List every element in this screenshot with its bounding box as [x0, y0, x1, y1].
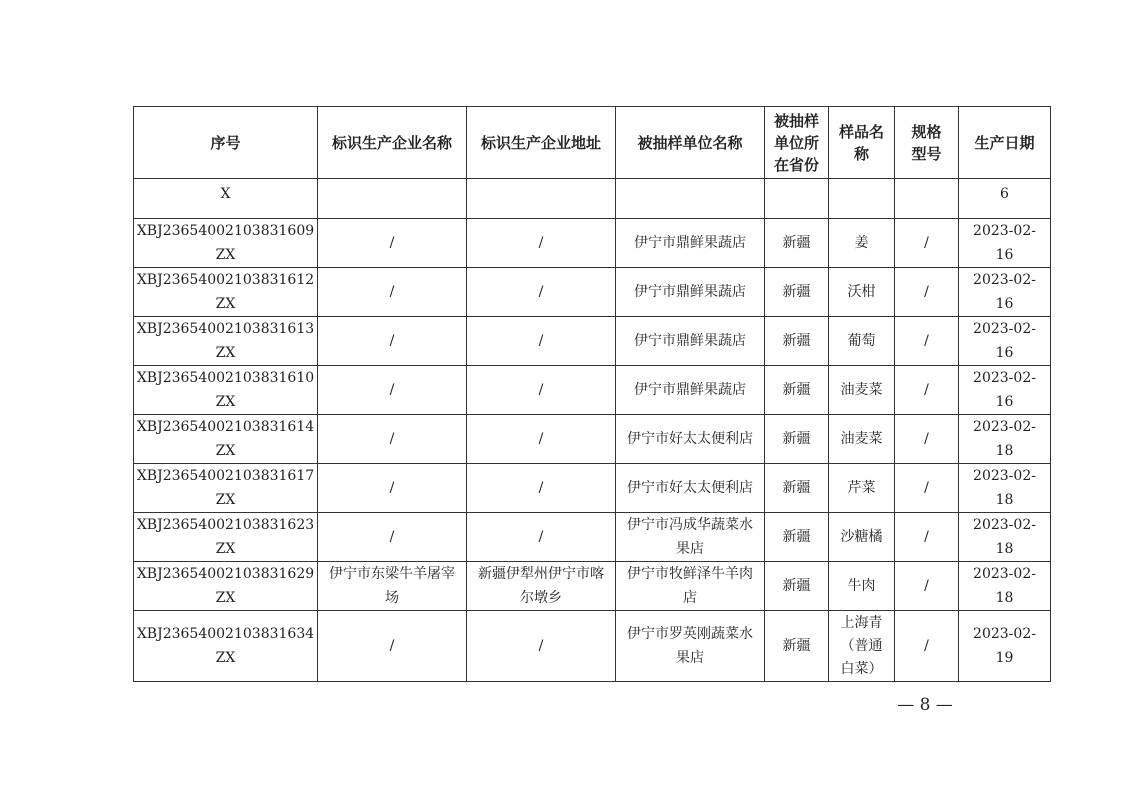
cell-producer: /: [318, 464, 467, 513]
cell-unit: [616, 179, 765, 219]
cell-producer: /: [318, 268, 467, 317]
cell-serial: XBJ23654002103831634ZX: [134, 611, 318, 682]
cell-unit: 伊宁市鼎鲜果蔬店: [616, 366, 765, 415]
cell-province: 新疆: [765, 415, 829, 464]
cell-producer: /: [318, 513, 467, 562]
cell-province: 新疆: [765, 219, 829, 268]
table-row: [134, 268, 1051, 317]
table-row: [134, 513, 1051, 562]
cell-spec: /: [895, 415, 959, 464]
cell-serial: XBJ23654002103831629ZX: [134, 562, 318, 611]
cell-address: /: [467, 415, 616, 464]
cell-date: 2023-02-18: [959, 464, 1051, 513]
cell-province: 新疆: [765, 317, 829, 366]
cell-producer: /: [318, 219, 467, 268]
cell-spec: /: [895, 366, 959, 415]
table-row: [134, 366, 1051, 415]
cell-address: /: [467, 366, 616, 415]
cell-unit: 伊宁市冯成华蔬菜水果店: [616, 513, 765, 562]
cell-province: 新疆: [765, 513, 829, 562]
cell-spec: /: [895, 317, 959, 366]
cell-serial: XBJ23654002103831614ZX: [134, 415, 318, 464]
cell-sample: 芹菜: [829, 464, 895, 513]
header-sample-name: 样品名称: [829, 107, 895, 179]
table-row: [134, 317, 1051, 366]
cell-serial: XBJ23654002103831612ZX: [134, 268, 318, 317]
cell-address: /: [467, 611, 616, 682]
cell-spec: /: [895, 513, 959, 562]
table-row: [134, 611, 1051, 682]
cell-spec: /: [895, 464, 959, 513]
cell-spec: /: [895, 562, 959, 611]
header-province: 被抽样单位所在省份: [765, 107, 829, 179]
table-row: [134, 219, 1051, 268]
cell-province: 新疆: [765, 611, 829, 682]
cell-unit: 伊宁市牧鲜泽牛羊肉店: [616, 562, 765, 611]
cell-date: 2023-02-19: [959, 611, 1051, 682]
header-producer-name: 标识生产企业名称: [318, 107, 467, 179]
cell-producer: /: [318, 611, 467, 682]
cell-address: 新疆伊犁州伊宁市喀尔墩乡: [467, 562, 616, 611]
cell-date: 2023-02-18: [959, 415, 1051, 464]
cell-date: 2023-02-18: [959, 562, 1051, 611]
cell-address: [467, 179, 616, 219]
cell-address: /: [467, 317, 616, 366]
table-row: [134, 415, 1051, 464]
table-header-row: [134, 107, 1051, 179]
cell-address: /: [467, 219, 616, 268]
cell-spec: [895, 179, 959, 219]
table-row: [134, 562, 1051, 611]
cell-serial: XBJ23654002103831613ZX: [134, 317, 318, 366]
cell-sample: 牛肉: [829, 562, 895, 611]
header-serial: 序号: [134, 107, 318, 179]
cell-serial: XBJ23654002103831610ZX: [134, 366, 318, 415]
cell-address: /: [467, 268, 616, 317]
cell-date: 2023-02-16: [959, 268, 1051, 317]
cell-province: 新疆: [765, 366, 829, 415]
cell-sample: [829, 179, 895, 219]
cell-sample: 葡萄: [829, 317, 895, 366]
header-spec: 规格型号: [895, 107, 959, 179]
cell-date: 6: [959, 179, 1051, 219]
cell-sample: 油麦菜: [829, 415, 895, 464]
cell-province: 新疆: [765, 268, 829, 317]
page-number: — 8 —: [897, 695, 953, 715]
cell-spec: /: [895, 268, 959, 317]
cell-sample: 沃柑: [829, 268, 895, 317]
cell-serial: XBJ23654002103831609ZX: [134, 219, 318, 268]
header-sampled-unit: 被抽样单位名称: [616, 107, 765, 179]
table-row: [134, 179, 1051, 219]
cell-sample: 上海青（普通白菜）: [829, 611, 895, 682]
cell-sample: 沙糖橘: [829, 513, 895, 562]
cell-date: 2023-02-18: [959, 513, 1051, 562]
sampling-table: [133, 106, 1051, 682]
table-row: [134, 464, 1051, 513]
cell-unit: 伊宁市鼎鲜果蔬店: [616, 317, 765, 366]
cell-province: 新疆: [765, 562, 829, 611]
header-producer-address: 标识生产企业地址: [467, 107, 616, 179]
header-production-date: 生产日期: [959, 107, 1051, 179]
cell-address: /: [467, 513, 616, 562]
cell-date: 2023-02-16: [959, 366, 1051, 415]
cell-date: 2023-02-16: [959, 219, 1051, 268]
cell-producer: 伊宁市东梁牛羊屠宰场: [318, 562, 467, 611]
cell-serial: XBJ23654002103831623ZX: [134, 513, 318, 562]
cell-spec: /: [895, 611, 959, 682]
cell-unit: 伊宁市罗英刚蔬菜水果店: [616, 611, 765, 682]
cell-unit: 伊宁市鼎鲜果蔬店: [616, 268, 765, 317]
cell-province: 新疆: [765, 464, 829, 513]
cell-spec: /: [895, 219, 959, 268]
cell-unit: 伊宁市好太太便利店: [616, 415, 765, 464]
cell-serial: X: [134, 179, 318, 219]
cell-province: [765, 179, 829, 219]
cell-producer: /: [318, 415, 467, 464]
cell-producer: /: [318, 366, 467, 415]
cell-sample: 油麦菜: [829, 366, 895, 415]
cell-serial: XBJ23654002103831617ZX: [134, 464, 318, 513]
cell-producer: [318, 179, 467, 219]
cell-date: 2023-02-16: [959, 317, 1051, 366]
cell-unit: 伊宁市鼎鲜果蔬店: [616, 219, 765, 268]
cell-sample: 姜: [829, 219, 895, 268]
cell-producer: /: [318, 317, 467, 366]
cell-unit: 伊宁市好太太便利店: [616, 464, 765, 513]
cell-address: /: [467, 464, 616, 513]
